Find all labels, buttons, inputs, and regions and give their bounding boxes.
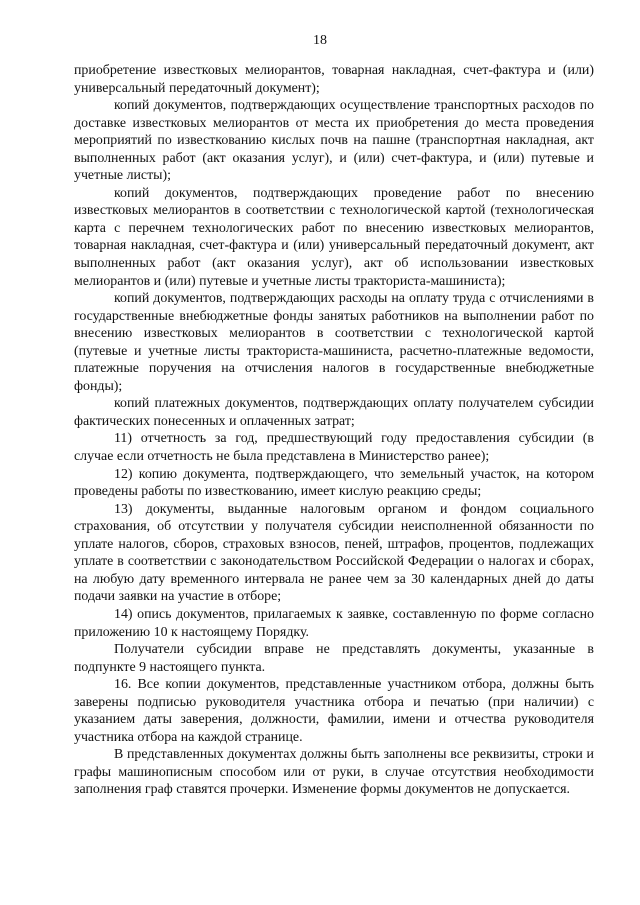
body-text [74, 62, 594, 799]
paragraph-item-14: 14) опись документов, прилагаемых к заявке, составленную по форме согласно приложению 10 к настоящему Порядку. [74, 606, 594, 640]
paragraph: копий документов, подтверждающих расходы на оплату труда с отчислениями в государственные внебюджетные фонды занятых работников на выполнении работ по внесению известковых мелиорантов в соответствии с технологической картой (путевые и учетные листы тракториста-машиниста, расчетно-платежные ведомости, платежные поручения на отчисления налогов в государственные внебюджетные фонды); [74, 291, 594, 394]
paragraph: копий документов, подтверждающих осуществление транспортных расходов по доставке известковых мелиорантов от места их приобретения до места проведения мероприятий по известкованию кислых почв на пашне (транспортная накладная, акт выполненных работ (акт оказания услуг), и (или) счет-фактура, и (или) путевые и учетные листы); [74, 98, 594, 184]
paragraph-continuation: приобретение известковых мелиорантов, товарная накладная, счет-фактура и (или) универсальный передаточный документ); [74, 63, 594, 96]
paragraph-item-12: 12) копию документа, подтверждающего, что земельный участок, на котором проведены работы по известкованию, имеет кислую реакцию среды; [74, 466, 594, 500]
paragraph: копий документов, подтверждающих проведение работ по внесению известковых мелиорантов в соответствии с технологической картой (технологическая карта с перечнем технологических работ по внесению известковых мелиорантов, товарная накладная, счет-фактура и (или) универсальный передаточный документ, акт выполненных работ (акт оказания услуг), акт об использовании известковых мелиорантов и (или) путевые и учетные листы тракториста-машиниста); [74, 185, 594, 289]
paragraph-item-13: 13) документы, выданные налоговым органом и фондом социального страхования, об отсутствии у получателя субсидии неисполненной обязанности по уплате налогов, сборов, страховых взносов, пеней, штрафов, процентов, подлежащих уплате в соответствии с законодательством Российской Федерации о налогах и сборах, на любую дату временного интервала не ранее чем за 30 календарных дней до даты подачи заявки на участие в отборе; [74, 501, 594, 605]
paragraph: В представленных документах должны быть заполнены все реквизиты, строки и графы машинописным способом или от руки, в случае отсутствия необходимости заполнения граф ставятся прочерки. Изменение формы документов не допускается. [74, 747, 594, 798]
paragraph: копий платежных документов, подтверждающих оплату получателем субсидии фактических понесенных и оплаченных затрат; [74, 396, 594, 429]
paragraph-item-11: 11) отчетность за год, предшествующий году предоставления субсидии (в случае если отчетность не была представлена в Министерство ранее); [74, 431, 594, 465]
paragraph-section-16: 16. Все копии документов, представленные участником отбора, должны быть заверены подписью руководителя участника отбора и печатью (при наличии) с указанием даты заверения, должности, фамилии, имени и отчества руководителя участника отбора на каждой странице. [74, 677, 594, 745]
page-number: 18 [313, 33, 327, 48]
paragraph: Получатели субсидии вправе не представлять документы, указанные в подпункте 9 настоящего пункта. [74, 642, 594, 675]
